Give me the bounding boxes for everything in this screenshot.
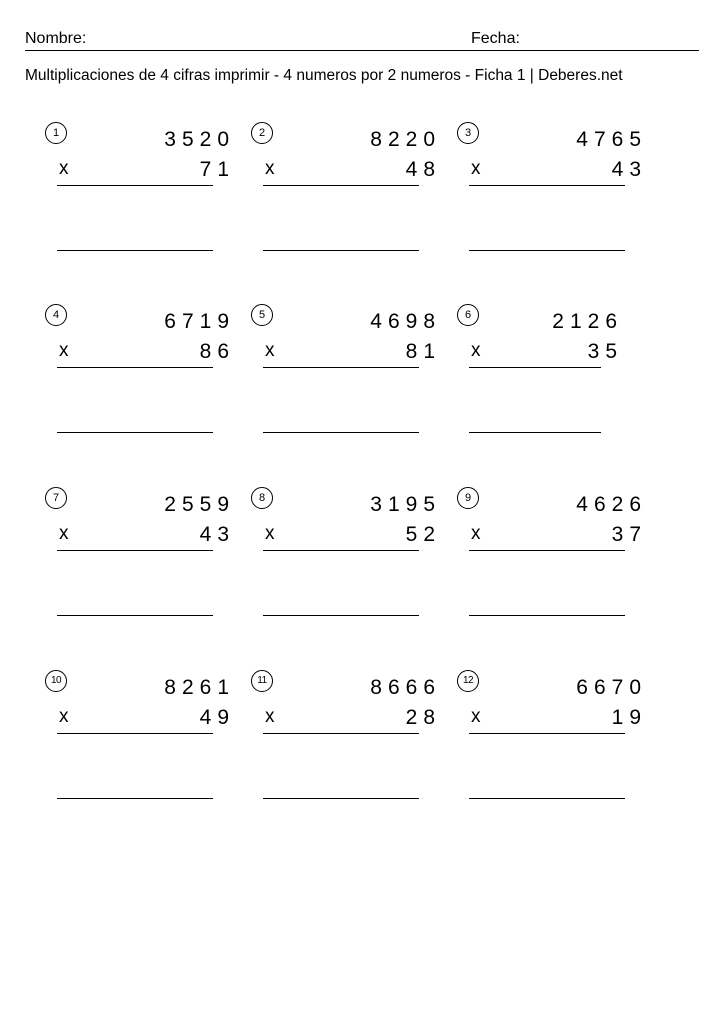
problem-number: 8 — [251, 487, 273, 509]
times-sign: x — [59, 158, 69, 179]
product-rule — [263, 367, 419, 368]
date-label: Fecha: — [471, 30, 520, 47]
multiplicand: 4698 — [370, 310, 441, 333]
problem-number: 4 — [45, 304, 67, 326]
name-label: Nombre: — [25, 30, 87, 47]
product-rule — [263, 550, 419, 551]
problem-3 — [457, 122, 657, 262]
product-rule — [57, 550, 213, 551]
multiplicand: 4765 — [576, 128, 647, 151]
problem-7 — [45, 487, 245, 627]
product-rule — [469, 733, 625, 734]
multiplier: 81 — [405, 340, 441, 363]
multiplier: 49 — [199, 706, 235, 729]
problem-number: 10 — [45, 670, 67, 692]
times-sign: x — [471, 340, 481, 361]
answer-line[interactable] — [263, 250, 419, 251]
answer-line[interactable] — [57, 798, 213, 799]
problem-number: 11 — [251, 670, 273, 692]
times-sign: x — [265, 706, 275, 727]
problem-4 — [45, 304, 245, 444]
multiplicand: 8666 — [370, 676, 441, 699]
multiplicand: 8220 — [370, 128, 441, 151]
multiplier: 43 — [199, 523, 235, 546]
problem-5 — [251, 304, 451, 444]
times-sign: x — [265, 158, 275, 179]
product-rule — [57, 733, 213, 734]
multiplier: 48 — [405, 158, 441, 181]
multiplicand: 3520 — [164, 128, 235, 151]
product-rule — [469, 185, 625, 186]
header-divider — [25, 50, 699, 51]
problem-number: 7 — [45, 487, 67, 509]
times-sign: x — [265, 340, 275, 361]
times-sign: x — [59, 340, 69, 361]
times-sign: x — [59, 523, 69, 544]
problem-10 — [45, 670, 245, 810]
problem-8 — [251, 487, 451, 627]
product-rule — [57, 367, 213, 368]
problem-number: 5 — [251, 304, 273, 326]
answer-line[interactable] — [469, 615, 625, 616]
multiplier: 28 — [405, 706, 441, 729]
problem-1 — [45, 122, 245, 262]
answer-line[interactable] — [263, 432, 419, 433]
times-sign: x — [471, 158, 481, 179]
multiplier: 37 — [611, 523, 647, 546]
times-sign: x — [59, 706, 69, 727]
times-sign: x — [471, 523, 481, 544]
answer-line[interactable] — [57, 432, 213, 433]
times-sign: x — [265, 523, 275, 544]
multiplier: 43 — [611, 158, 647, 181]
answer-line[interactable] — [469, 432, 601, 433]
problem-11 — [251, 670, 451, 810]
problem-9 — [457, 487, 657, 627]
multiplier: 86 — [199, 340, 235, 363]
multiplier: 71 — [199, 158, 235, 181]
problem-6 — [457, 304, 657, 444]
times-sign: x — [471, 706, 481, 727]
multiplicand: 6670 — [576, 676, 647, 699]
multiplicand: 4626 — [576, 493, 647, 516]
answer-line[interactable] — [469, 798, 625, 799]
problem-number: 2 — [251, 122, 273, 144]
answer-line[interactable] — [57, 250, 213, 251]
multiplier: 19 — [611, 706, 647, 729]
multiplicand: 2559 — [164, 493, 235, 516]
problem-number: 6 — [457, 304, 479, 326]
multiplicand: 3195 — [370, 493, 441, 516]
problem-number: 1 — [45, 122, 67, 144]
problem-12 — [457, 670, 657, 810]
multiplier: 35 — [587, 340, 623, 363]
answer-line[interactable] — [263, 798, 419, 799]
answer-line[interactable] — [57, 615, 213, 616]
worksheet-title: Multiplicaciones de 4 cifras imprimir - 4 numeros por 2 numeros - Ficha 1 | Deberes.net — [25, 67, 623, 84]
product-rule — [263, 733, 419, 734]
answer-line[interactable] — [469, 250, 625, 251]
multiplicand: 6719 — [164, 310, 235, 333]
problem-number: 3 — [457, 122, 479, 144]
product-rule — [469, 367, 601, 368]
multiplier: 52 — [405, 523, 441, 546]
problem-number: 9 — [457, 487, 479, 509]
product-rule — [469, 550, 625, 551]
multiplicand: 8261 — [164, 676, 235, 699]
problem-number: 12 — [457, 670, 479, 692]
answer-line[interactable] — [263, 615, 419, 616]
problem-2 — [251, 122, 451, 262]
product-rule — [263, 185, 419, 186]
multiplicand: 2126 — [552, 310, 623, 333]
product-rule — [57, 185, 213, 186]
